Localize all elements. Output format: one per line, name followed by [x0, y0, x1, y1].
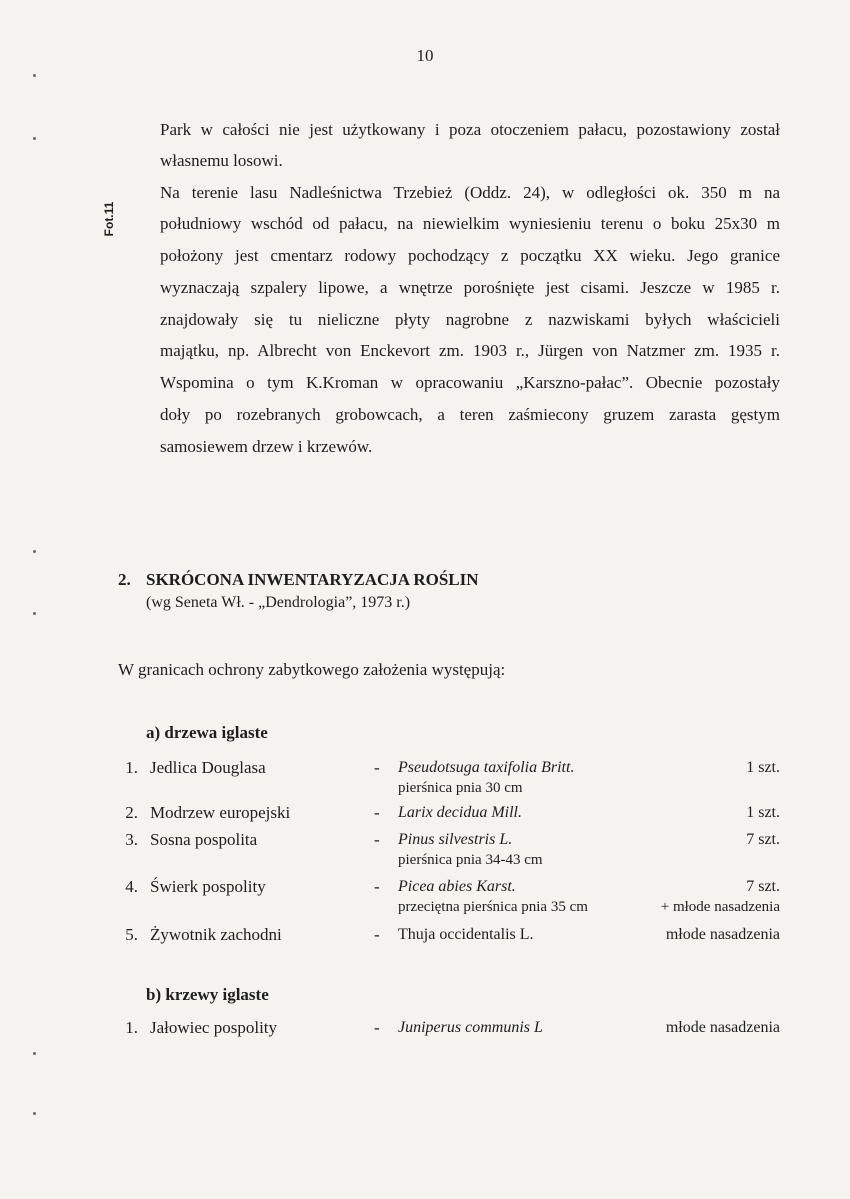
item-quantity: 1 szt. [746, 804, 780, 821]
list-item [0, 758, 850, 802]
item-dash: - [374, 758, 380, 777]
item-dash: - [374, 877, 380, 896]
item-number: 1. [125, 758, 138, 777]
margin-dot [33, 550, 36, 553]
item-name: Jedlica Douglasa [150, 758, 266, 777]
item-number: 3. [125, 830, 138, 849]
item-quantity-extra: + młode nasadzenia [660, 899, 780, 915]
item-note: przeciętna pierśnica pnia 35 cm [398, 899, 588, 915]
item-dash: - [374, 925, 380, 944]
side-label: Fot.11 [102, 201, 116, 237]
list-item [0, 877, 850, 921]
section-number: 2. [118, 570, 131, 589]
list-item [0, 1018, 850, 1062]
item-dash: - [374, 1018, 380, 1037]
item-name: Sosna pospolita [150, 830, 258, 849]
paragraph-line: Wspomina o tym K.Kroman w opracowaniu „Karszno-pałac”. Obecnie pozostały [160, 373, 780, 392]
item-latin-name: Thuja occidentalis L. [398, 926, 534, 943]
paragraph-line: majątku, np. Albrecht von Enckevort zm. 1903 r., Jürgen von Natzmer zm. 1935 r. [160, 341, 780, 360]
section-heading [118, 570, 479, 590]
item-note: pierśnica pnia 34-43 cm [398, 852, 543, 868]
item-dash: - [374, 803, 380, 822]
paragraph-line: położony jest cmentarz rodowy pochodzący z początku XX wieku. Jego granice [160, 246, 780, 265]
group-title-conifer-shrubs: b) krzewy iglaste [146, 985, 269, 1004]
margin-dot [33, 137, 36, 140]
paragraph-line: Park w całości nie jest użytkowany i poza otoczeniem pałacu, pozostawiony został [160, 120, 780, 139]
section-subtitle: (wg Seneta Wł. - „Dendrologia”, 1973 r.) [146, 594, 411, 611]
group-title-conifer-trees: a) drzewa iglaste [146, 723, 268, 742]
item-dash: - [374, 830, 380, 849]
section-intro: W granicach ochrony zabytkowego założenia występują: [118, 660, 506, 679]
item-latin-name: Larix decidua Mill. [398, 804, 522, 821]
list-item [0, 830, 850, 874]
item-number: 5. [125, 925, 138, 944]
item-quantity: młode nasadzenia [665, 926, 780, 943]
paragraph-line: Na terenie lasu Nadleśnictwa Trzebież (Oddz. 24), w odległości ok. 350 m na [160, 183, 780, 202]
paragraph-line: znajdowały się tu nieliczne płyty nagrobne z nazwiskami byłych właścicieli [160, 310, 780, 329]
item-name: Jałowiec pospolity [150, 1018, 278, 1037]
item-number: 4. [125, 877, 138, 896]
paragraph-line: wyznaczają szpalery lipowe, a wnętrze porośnięte jest cisami. Jeszcze w 1985 r. [160, 278, 780, 297]
item-quantity: 1 szt. [746, 759, 780, 776]
item-name: Świerk pospolity [150, 877, 266, 896]
paragraph-line: samosiewem drzew i krzewów. [160, 437, 373, 456]
paragraph-line: doły po rozebranych grobowcach, a teren zaśmiecony gruzem zarasta gęstym [160, 405, 780, 424]
page-number: 10 [416, 46, 434, 65]
item-number: 1. [125, 1018, 138, 1037]
margin-dot [33, 74, 36, 77]
paragraph-line: własnemu losowi. [160, 151, 283, 170]
item-quantity: 7 szt. [746, 878, 780, 895]
section-title: SKRÓCONA INWENTARYZACJA ROŚLIN [146, 570, 479, 589]
list-item [0, 925, 850, 969]
item-quantity: 7 szt. [746, 831, 780, 848]
margin-dot [33, 1112, 36, 1115]
item-number: 2. [125, 803, 138, 822]
item-name: Modrzew europejski [150, 803, 291, 822]
item-latin-name: Pinus silvestris L. [398, 831, 513, 848]
margin-dot [33, 612, 36, 615]
item-latin-name: Pseudotsuga taxifolia Britt. [398, 759, 575, 776]
paragraph-line: południowy wschód od pałacu, na niewielkim wyniesieniu terenu o boku 25x30 m [160, 214, 780, 233]
item-quantity: młode nasadzenia [665, 1019, 780, 1036]
item-latin-name: Picea abies Karst. [398, 878, 516, 895]
item-name: Żywotnik zachodni [150, 925, 282, 944]
item-latin-name: Juniperus communis L [398, 1019, 543, 1036]
item-note: pierśnica pnia 30 cm [398, 780, 523, 796]
